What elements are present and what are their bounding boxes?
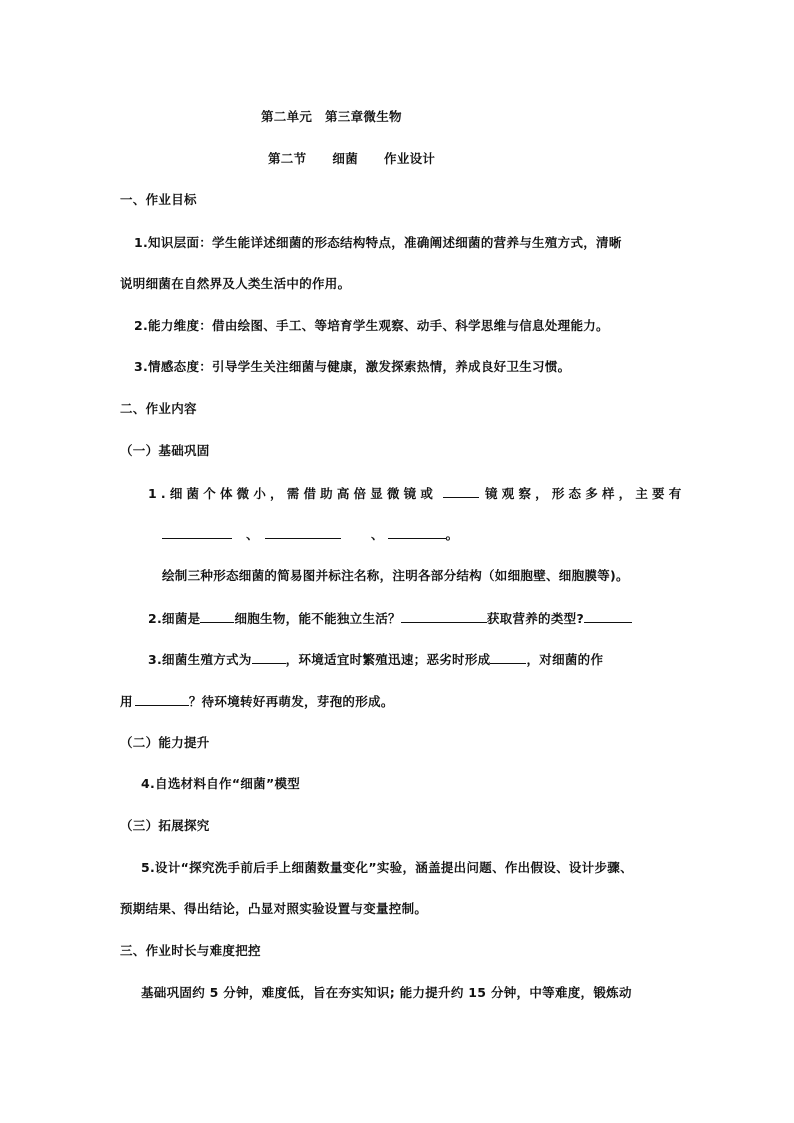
q2-blank-cell[interactable]	[200, 610, 234, 623]
question-4: 4.自选材料自作“细菌”模型	[141, 776, 301, 791]
q1-end: 。	[445, 527, 459, 542]
q1-blank-microscope[interactable]	[443, 485, 479, 498]
q2-part-a: 2.细菌是	[148, 611, 201, 626]
question-5-line-1: 5.设计“探究洗手前后手上细菌数量变化”实验，涵盖提出问题、作出假设、设计步骤、	[141, 860, 633, 875]
q3-blank-role[interactable]	[135, 693, 189, 706]
question-1-line-2	[162, 526, 458, 543]
q1-separator-2: 、	[370, 527, 384, 542]
heading-goals: 一、作业目标	[120, 192, 197, 207]
question-2	[148, 610, 632, 627]
goal-3: 3.情感态度：引导学生关注细菌与健康，激发探索热情，养成良好卫生习惯。	[134, 359, 571, 374]
q3-blank-reproduction[interactable]	[252, 651, 286, 664]
q2-blank-nutrition[interactable]	[584, 610, 632, 623]
q1-separator-1: 、	[246, 527, 259, 542]
question-3-line-1	[148, 651, 603, 668]
time-difficulty-text: 基础巩固约 5 分钟，难度低，旨在夯实知识; 能力提升约 15 分钟，中等难度，锻炼动	[141, 985, 632, 1000]
q3-part-a: 3.细菌生殖方式为	[148, 652, 252, 667]
subheading-basic: （一）基础巩固	[120, 443, 210, 458]
subheading-extension: （三）拓展探究	[120, 818, 210, 833]
q1-blank-shape-3[interactable]	[388, 526, 446, 539]
section-title	[268, 151, 435, 167]
question-3-line-2	[120, 693, 394, 710]
section-name: 细菌	[332, 151, 359, 166]
q2-part-b: 细胞生物，能不能独立生活？	[234, 611, 401, 626]
q1-prefix: 1.细菌个体微小，需借助高倍显微镜或	[148, 486, 438, 501]
q2-part-c: 获取营养的类型?	[486, 611, 585, 626]
heading-content: 二、作业内容	[120, 401, 197, 416]
question-1-line-1	[148, 485, 685, 502]
q1-suffix: 镜观察，形态多样，主要有	[485, 486, 686, 501]
q2-blank-independent[interactable]	[401, 610, 487, 623]
question-1-draw-task: 绘制三种形态细菌的简易图并标注名称，注明各部分结构（如细胞壁、细胞膜等)。	[162, 568, 629, 583]
section-type: 作业设计	[384, 151, 436, 166]
heading-time-difficulty: 三、作业时长与难度把控	[120, 943, 261, 958]
q3-part-c: ，对细菌的作	[526, 652, 604, 667]
q3-part-b: ，环境适宜时繁殖迅速；恶劣时形成	[285, 652, 491, 667]
unit-title: 第二单元 第三章微生物	[261, 109, 402, 124]
q3-part-d: 用	[120, 694, 133, 709]
section-number: 第二节	[268, 151, 307, 166]
goal-1-line-1: 1.知识层面：学生能详述细菌的形态结构特点，准确阐述细菌的营养与生殖方式，清晰	[134, 235, 622, 250]
q3-blank-spore[interactable]	[490, 651, 526, 664]
goal-1-line-2: 说明细菌在自然界及人类生活中的作用。	[120, 276, 351, 291]
q1-blank-shape-1[interactable]	[162, 526, 232, 539]
goal-2: 2.能力维度：借由绘图、手工、等培育学生观察、动手、科学思维与信息处理能力。	[134, 318, 609, 333]
q1-blank-shape-2[interactable]	[265, 526, 341, 539]
subheading-ability: （二）能力提升	[120, 735, 210, 750]
q3-part-e: ？待环境转好再萌发，芽孢的形成。	[188, 694, 394, 709]
question-5-line-2: 预期结果、得出结论，凸显对照实验设置与变量控制。	[120, 901, 428, 916]
